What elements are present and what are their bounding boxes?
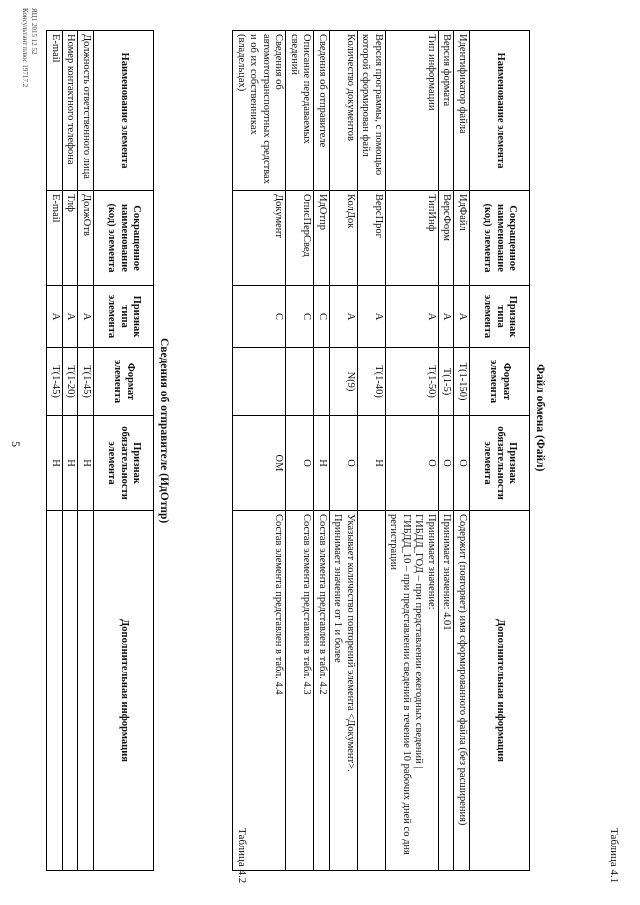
cell-format: [314, 348, 330, 416]
cell-type: А: [454, 286, 470, 348]
table-caption: Таблица 4.2: [236, 828, 248, 884]
cell-type: С: [286, 286, 314, 348]
cell-code: ИдФайл: [454, 191, 470, 286]
column-header: Признак типа элемента: [94, 286, 154, 348]
table-caption: Таблица 4.1: [608, 828, 620, 884]
cell-code: Документ: [233, 191, 286, 286]
column-header: Дополнительная информация: [94, 511, 154, 871]
table-row: [233, 31, 286, 871]
cell-info: [78, 511, 94, 871]
elements-table-sender: [47, 30, 155, 871]
cell-required: О: [439, 416, 455, 511]
cell-name: Номер контактного телефона: [63, 31, 79, 191]
cell-code: ДолжОтв: [78, 191, 94, 286]
cell-name: E-mail: [47, 31, 63, 191]
table-row: [47, 31, 63, 871]
cell-type: С: [314, 286, 330, 348]
cell-format: T(1-45): [47, 348, 63, 416]
column-header: Признак обязательности элемента: [470, 416, 530, 511]
stamp-line: ЯЦ1 2015 12 52: [30, 8, 38, 55]
column-header: Формат элемента: [94, 348, 154, 416]
column-header: Признак типа элемента: [470, 286, 530, 348]
cell-info: Состав элемента представлен в табл. 4.2: [314, 511, 330, 871]
cell-info: Принимает значение: 4.01: [439, 511, 455, 871]
cell-name: Сведения об отправителе: [314, 31, 330, 191]
cell-type: А: [439, 286, 455, 348]
column-header: Сокращенное наименование (код) элемента: [470, 191, 530, 286]
table-row: [286, 31, 314, 871]
cell-format: T(1-50): [386, 348, 439, 416]
cell-required: Н: [314, 416, 330, 511]
cell-name: Должность ответственного лица: [78, 31, 94, 191]
column-header: Наименование элемента: [94, 31, 154, 191]
cell-name: Версия формата: [439, 31, 455, 191]
cell-type: А: [47, 286, 63, 348]
cell-code: Тлф: [63, 191, 79, 286]
cell-info: Состав элемента представлен в табл. 4.3: [286, 511, 314, 871]
cell-required: Н: [78, 416, 94, 511]
cell-code: ИдОтпр: [314, 191, 330, 286]
table-row: [439, 31, 455, 871]
table-title: Файл обмена (Файл): [534, 364, 546, 472]
column-header: Дополнительная информация: [470, 511, 530, 871]
cell-code: ВерсПрог: [358, 191, 386, 286]
cell-type: С: [233, 286, 286, 348]
cell-required: О: [286, 416, 314, 511]
cell-name: Сведения об автомототранспортных средствах и об их собственниках (владельцах): [233, 31, 286, 191]
cell-info: Содержит (повторяет) имя сформированного файла (без расширения): [454, 511, 470, 871]
cell-required: Н: [47, 416, 63, 511]
cell-required: О: [386, 416, 439, 511]
cell-code: ВерсФорм: [439, 191, 455, 286]
cell-name: Идентификатор файла: [454, 31, 470, 191]
table-row: [330, 31, 358, 871]
table-row: [63, 31, 79, 871]
cell-format: T(1-150): [454, 348, 470, 416]
cell-type: А: [78, 286, 94, 348]
cell-name: Тип информации: [386, 31, 439, 191]
cell-required: Н: [63, 416, 79, 511]
scan-stamp: [20, 8, 38, 87]
cell-type: А: [63, 286, 79, 348]
cell-type: А: [330, 286, 358, 348]
table-row: [78, 31, 94, 871]
cell-info: Состав элемента представлен в табл. 4.4: [233, 511, 286, 871]
cell-code: E-mail: [47, 191, 63, 286]
cell-type: А: [358, 286, 386, 348]
cell-name: Версия программы, с помощью которой сформирован файл: [358, 31, 386, 191]
cell-info: Указывает количество повторений элемента <Документ>. Принимает значение от 1 и более: [330, 511, 358, 871]
cell-format: [233, 348, 286, 416]
cell-format: T(1-45): [78, 348, 94, 416]
cell-code: ОписПерСвед: [286, 191, 314, 286]
cell-required: Н: [358, 416, 386, 511]
table-row: [454, 31, 470, 871]
column-header: Наименование элемента: [470, 31, 530, 191]
table-row: [386, 31, 439, 871]
table-row: [358, 31, 386, 871]
cell-code: КолДок: [330, 191, 358, 286]
page-number: 5: [9, 441, 23, 447]
elements-table-file: [233, 30, 531, 871]
cell-required: О: [330, 416, 358, 511]
cell-code: ТипИнф: [386, 191, 439, 286]
cell-name: Количество документов: [330, 31, 358, 191]
cell-format: [286, 348, 314, 416]
cell-required: О: [454, 416, 470, 511]
column-header: Сокращенное наименование (код) элемента: [94, 191, 154, 286]
cell-info: [63, 511, 79, 871]
column-header: Формат элемента: [470, 348, 530, 416]
table-title: Сведения об отправителе (ИдОтпр): [158, 338, 170, 524]
cell-info: [47, 511, 63, 871]
cell-info: [358, 511, 386, 871]
cell-name: Описание передаваемых сведений: [286, 31, 314, 191]
cell-format: N(9): [330, 348, 358, 416]
cell-required: ОМ: [233, 416, 286, 511]
column-header: Признак обязательности элемента: [94, 416, 154, 511]
cell-format: T(1-20): [63, 348, 79, 416]
cell-type: А: [386, 286, 439, 348]
stamp-line: Консультант плюс 19717.2: [21, 8, 29, 88]
cell-format: T(1-5): [439, 348, 455, 416]
cell-info: Принимает значение: ГИБДД_ГОД – при представлении ежегодных сведений | ГИБДД_10 – при представлении сведений в течение 10 рабочих дней со дня регистрации: [386, 511, 439, 871]
table-row: [314, 31, 330, 871]
cell-format: T(1-40): [358, 348, 386, 416]
